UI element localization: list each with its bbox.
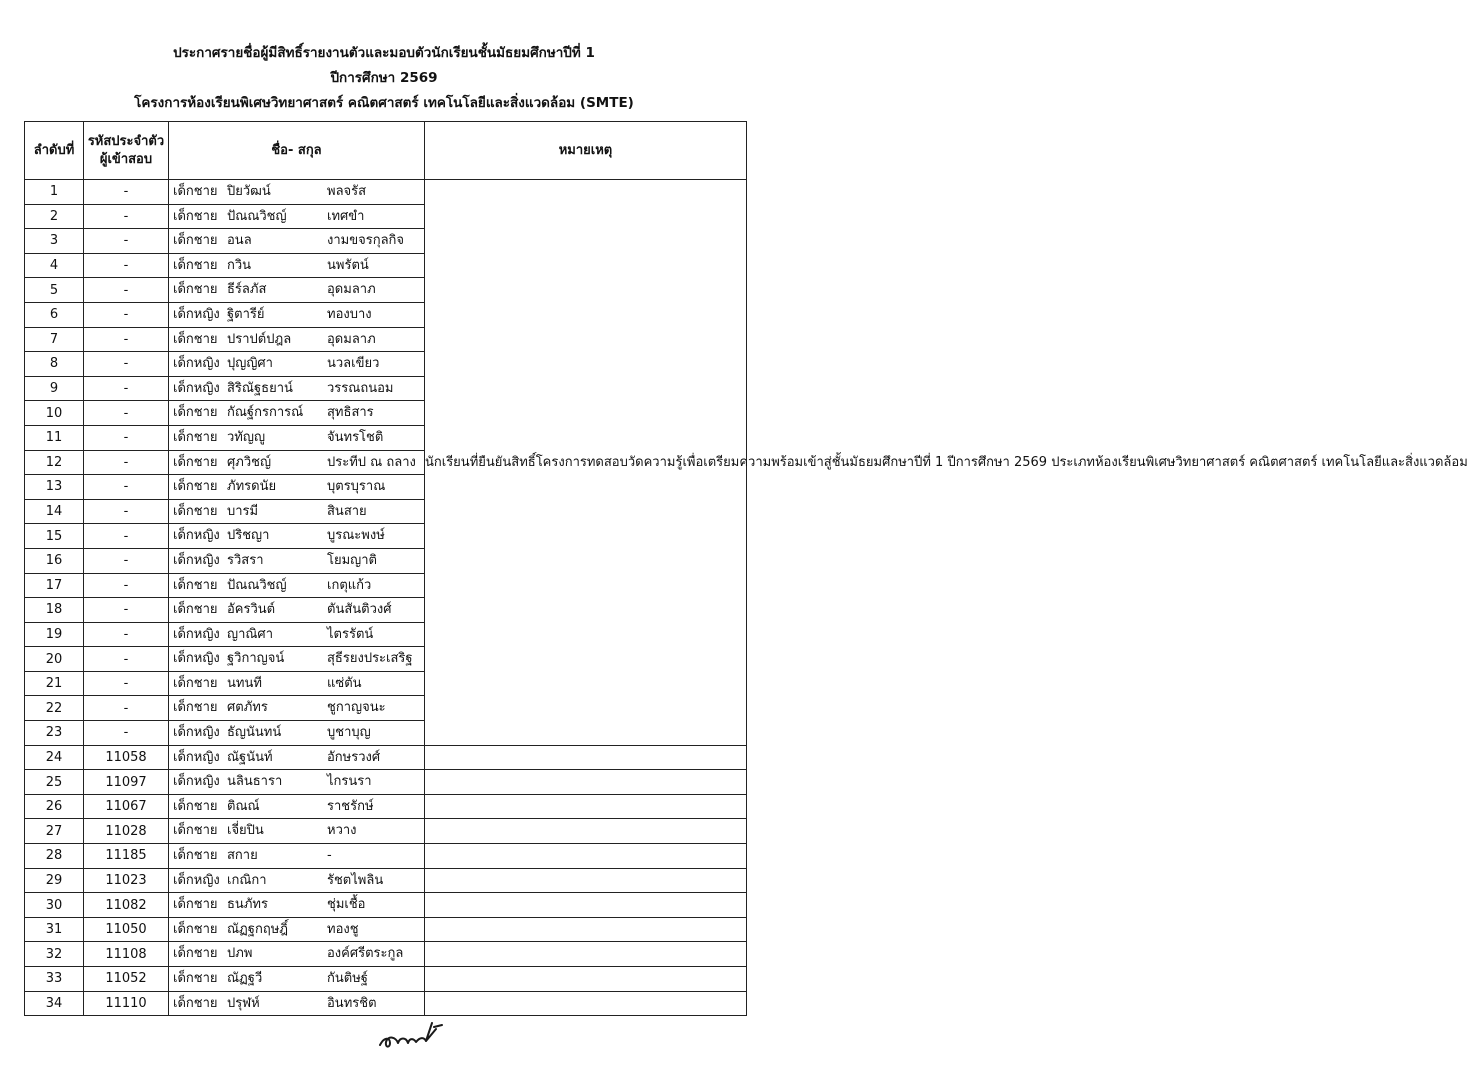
student-name xyxy=(169,450,425,475)
name-title: เด็กชาย xyxy=(173,454,218,470)
name-title: เด็กชาย xyxy=(173,282,218,298)
remark-cell xyxy=(425,819,747,844)
col-header-code xyxy=(84,122,169,180)
col-header-code-line1: รหัสประจำตัว xyxy=(87,133,165,149)
student-name xyxy=(169,622,425,647)
first-name: ธนภัทร xyxy=(227,897,268,913)
last-name: นวลเขียว xyxy=(327,356,380,372)
name-title: เด็กชาย xyxy=(173,798,218,814)
first-name: อนล xyxy=(227,233,252,249)
last-name: ไกรนรา xyxy=(327,774,372,790)
row-number: 21 xyxy=(25,671,84,696)
first-name: ศุภวิชญ์ xyxy=(227,454,272,470)
exam-code: 11185 xyxy=(84,844,169,869)
name-title: เด็กหญิง xyxy=(173,872,220,888)
name-title: เด็กหญิง xyxy=(173,725,220,741)
last-name: อักษรวงศ์ xyxy=(327,749,381,765)
remark-cell xyxy=(425,917,747,942)
remark-cell xyxy=(425,794,747,819)
student-name xyxy=(169,721,425,746)
table-row xyxy=(25,991,747,1016)
remark-cell xyxy=(425,868,747,893)
name-title: เด็กหญิง xyxy=(173,552,220,568)
student-name xyxy=(169,745,425,770)
first-name: ณัฐนันท์ xyxy=(227,749,273,765)
first-name: รวิสรา xyxy=(227,552,264,568)
exam-code: - xyxy=(84,302,169,327)
exam-code: - xyxy=(84,253,169,278)
row-number: 19 xyxy=(25,622,84,647)
last-name: - xyxy=(327,848,332,864)
student-name xyxy=(169,696,425,721)
first-name: ปุญญิศา xyxy=(227,356,273,372)
last-name: องค์ศรีตระกูล xyxy=(327,946,404,962)
name-title: เด็กหญิง xyxy=(173,626,220,642)
last-name: รัชตไพลิน xyxy=(327,872,384,888)
student-name xyxy=(169,401,425,426)
row-number: 4 xyxy=(25,253,84,278)
last-name: โยมญาติ xyxy=(327,552,377,568)
row-number: 16 xyxy=(25,548,84,573)
last-name: กันติษฐ์ xyxy=(327,971,368,986)
student-name xyxy=(169,598,425,623)
exam-code: 11023 xyxy=(84,868,169,893)
first-name: ติณณ์ xyxy=(227,798,260,814)
last-name: ประทีป ณ ถลาง xyxy=(327,454,416,470)
first-name: นลินธารา xyxy=(227,774,283,790)
first-name: ภัทรดนัย xyxy=(227,479,277,495)
table-header-row xyxy=(25,122,747,180)
student-name xyxy=(169,917,425,942)
student-name xyxy=(169,942,425,967)
row-number: 13 xyxy=(25,475,84,500)
table-row xyxy=(25,180,747,205)
remark-note: นักเรียนที่ยืนยันสิทธิ์โครงการทดสอบวัดความรู้เพื่อเตรียมความพร้อมเข้าสู่ชั้นมัธยมศึกษาปีที่ 1 ปีการศึกษา 2569 ประเภทห้องเรียนพิเศษวิทยาศาสตร์ คณิตศาสตร์ เทคโนโลยีและสิ่งแวดล้อม xyxy=(425,180,747,746)
last-name: ไตรรัตน์ xyxy=(327,626,374,642)
student-name xyxy=(169,819,425,844)
row-number: 6 xyxy=(25,302,84,327)
row-number: 11 xyxy=(25,425,84,450)
row-number: 25 xyxy=(25,770,84,795)
last-name: สุทธิสาร xyxy=(327,405,374,421)
row-number: 18 xyxy=(25,598,84,623)
row-number: 26 xyxy=(25,794,84,819)
last-name: นพรัตน์ xyxy=(327,257,369,273)
exam-code: - xyxy=(84,475,169,500)
student-name xyxy=(169,967,425,992)
student-name xyxy=(169,352,425,377)
exam-code: 11108 xyxy=(84,942,169,967)
remark-cell xyxy=(425,745,747,770)
row-number: 28 xyxy=(25,844,84,869)
exam-code: 11052 xyxy=(84,967,169,992)
student-name xyxy=(169,180,425,205)
exam-code: - xyxy=(84,180,169,205)
row-number: 2 xyxy=(25,204,84,229)
first-name: ฐิตารีย์ xyxy=(227,306,265,322)
row-number: 5 xyxy=(25,278,84,303)
col-header-name: ชื่อ- สกุล xyxy=(169,122,425,180)
first-name: ปัณณวิชญ์ xyxy=(227,577,287,593)
student-name xyxy=(169,278,425,303)
row-number: 17 xyxy=(25,573,84,598)
name-title: เด็กชาย xyxy=(173,577,218,593)
name-title: เด็กหญิง xyxy=(173,356,220,372)
last-name: เกตุแก้ว xyxy=(327,577,372,593)
last-name: ชูกาญจนะ xyxy=(327,700,386,716)
name-title: เด็กชาย xyxy=(173,602,218,618)
exam-code: - xyxy=(84,204,169,229)
remark-cell xyxy=(425,942,747,967)
row-number: 15 xyxy=(25,524,84,549)
name-title: เด็กชาย xyxy=(173,429,218,445)
row-number: 22 xyxy=(25,696,84,721)
name-title: เด็กหญิง xyxy=(173,528,220,544)
row-number: 29 xyxy=(25,868,84,893)
name-title: เด็กชาย xyxy=(173,848,218,864)
last-name: ชุ่มเชื้อ xyxy=(327,897,366,913)
remark-cell xyxy=(425,844,747,869)
exam-code: 11050 xyxy=(84,917,169,942)
first-name: วทัญญู xyxy=(227,429,266,445)
last-name: แซ่ตัน xyxy=(327,675,362,691)
row-number: 7 xyxy=(25,327,84,352)
student-table xyxy=(24,121,1468,1016)
first-name: บารมี xyxy=(227,503,259,519)
name-title: เด็กชาย xyxy=(173,479,218,495)
first-name: ธีร์ลภัส xyxy=(227,282,267,298)
first-name: ปราปต์ปฎล xyxy=(227,331,292,347)
row-number: 30 xyxy=(25,893,84,918)
student-name xyxy=(169,302,425,327)
student-name xyxy=(169,647,425,672)
table-row xyxy=(25,868,747,893)
table-row xyxy=(25,917,747,942)
last-name: อินทรชิต xyxy=(327,995,377,1011)
name-title: เด็กชาย xyxy=(173,921,218,937)
academic-year: ปีการศึกษา 2569 xyxy=(330,70,438,86)
name-title: เด็กชาย xyxy=(173,405,218,421)
exam-code: - xyxy=(84,401,169,426)
name-title: เด็กชาย xyxy=(173,823,218,839)
exam-code: - xyxy=(84,548,169,573)
exam-code: 11058 xyxy=(84,745,169,770)
exam-code: - xyxy=(84,352,169,377)
name-title: เด็กชาย xyxy=(173,946,218,962)
last-name: ตันสันติวงศ์ xyxy=(327,602,392,618)
exam-code: - xyxy=(84,229,169,254)
table-row xyxy=(25,893,747,918)
student-name xyxy=(169,475,425,500)
name-title: เด็กหญิง xyxy=(173,774,220,790)
row-number: 32 xyxy=(25,942,84,967)
exam-code: - xyxy=(84,450,169,475)
name-title: เด็กชาย xyxy=(173,971,218,986)
exam-code: - xyxy=(84,696,169,721)
table-row xyxy=(25,844,747,869)
name-title: เด็กชาย xyxy=(173,233,218,249)
exam-code: - xyxy=(84,573,169,598)
student-name xyxy=(169,671,425,696)
name-title: เด็กชาย xyxy=(173,995,218,1011)
first-name: สกาย xyxy=(227,848,258,864)
row-number: 33 xyxy=(25,967,84,992)
name-title: เด็กหญิง xyxy=(173,651,220,667)
row-number: 23 xyxy=(25,721,84,746)
last-name: วรรณถนอม xyxy=(327,380,394,396)
last-name: บูรณะพงษ์ xyxy=(327,528,385,544)
row-number: 9 xyxy=(25,376,84,401)
student-name xyxy=(169,425,425,450)
exam-code: - xyxy=(84,499,169,524)
exam-code: - xyxy=(84,278,169,303)
last-name: สินสาย xyxy=(327,503,367,519)
last-name: อุดมลาภ xyxy=(327,331,376,347)
first-name: อัครวินต์ xyxy=(227,602,276,618)
first-name: กัณฐ์กรการณ์ xyxy=(227,405,304,421)
col-header-code-line2: ผู้เข้าสอบ xyxy=(99,151,153,167)
student-name xyxy=(169,844,425,869)
last-name: เทศขำ xyxy=(327,208,365,224)
first-name: สิริณัฐธยาน์ xyxy=(227,380,293,396)
remark-cell xyxy=(425,991,747,1016)
last-name: จันทรโชติ xyxy=(327,429,384,445)
first-name: ปภพ xyxy=(227,946,253,962)
first-name: ธัญนันทน์ xyxy=(227,725,282,741)
student-name xyxy=(169,376,425,401)
first-name: เจี่ยปิน xyxy=(227,823,264,839)
exam-code: - xyxy=(84,376,169,401)
name-title: เด็กชาย xyxy=(173,675,218,691)
student-name xyxy=(169,229,425,254)
row-number: 8 xyxy=(25,352,84,377)
exam-code: 11067 xyxy=(84,794,169,819)
last-name: บุตรบุราณ xyxy=(327,479,386,495)
first-name: ญาณิศา xyxy=(227,626,273,642)
exam-code: 11082 xyxy=(84,893,169,918)
document-title: ประกาศรายชื่อผู้มีสิทธิ์รายงานตัวและมอบตัวนักเรียนชั้นมัธยมศึกษาปีที่ 1 xyxy=(173,45,595,61)
student-name xyxy=(169,204,425,229)
first-name: ปิยวัฒน์ xyxy=(227,184,271,199)
first-name: ปัณณวิชญ์ xyxy=(227,208,287,224)
first-name: เกณิกา xyxy=(227,872,267,888)
student-name xyxy=(169,893,425,918)
exam-code: - xyxy=(84,524,169,549)
exam-code: - xyxy=(84,425,169,450)
name-title: เด็กชาย xyxy=(173,503,218,519)
row-number: 12 xyxy=(25,450,84,475)
name-title: เด็กหญิง xyxy=(173,749,220,765)
name-title: เด็กหญิง xyxy=(173,380,220,396)
first-name: ณัฏฐวี xyxy=(227,971,263,986)
student-name xyxy=(169,499,425,524)
name-title: เด็กชาย xyxy=(173,208,218,224)
exam-code: - xyxy=(84,647,169,672)
student-name xyxy=(169,327,425,352)
exam-code: 11097 xyxy=(84,770,169,795)
last-name: บูชาบุญ xyxy=(327,725,371,741)
table-row xyxy=(25,770,747,795)
first-name: ณัฏฐกฤษฎิ์ xyxy=(227,921,289,937)
name-title: เด็กชาย xyxy=(173,257,218,273)
last-name: งามขจรกุลกิจ xyxy=(327,233,405,249)
first-name: กวิน xyxy=(227,257,252,273)
name-title: เด็กชาย xyxy=(173,331,218,347)
exam-code: 11110 xyxy=(84,991,169,1016)
last-name: ทองชู xyxy=(327,921,359,937)
table-row xyxy=(25,745,747,770)
last-name: หวาง xyxy=(327,823,357,839)
exam-code: - xyxy=(84,671,169,696)
last-name: พลจรัส xyxy=(327,184,367,199)
name-title: เด็กหญิง xyxy=(173,306,220,322)
last-name: อุดมลาภ xyxy=(327,282,376,298)
remark-cell xyxy=(425,770,747,795)
col-header-remark: หมายเหตุ xyxy=(425,122,747,180)
exam-code: - xyxy=(84,327,169,352)
program-name: โครงการห้องเรียนพิเศษวิทยาศาสตร์ คณิตศาสตร์ เทคโนโลยีและสิ่งแวดล้อม (SMTE) xyxy=(134,95,634,111)
student-name xyxy=(169,794,425,819)
row-number: 27 xyxy=(25,819,84,844)
row-number: 10 xyxy=(25,401,84,426)
row-number: 20 xyxy=(25,647,84,672)
row-number: 3 xyxy=(25,229,84,254)
name-title: เด็กชาย xyxy=(173,184,218,199)
table-row xyxy=(25,819,747,844)
student-name xyxy=(169,253,425,278)
exam-code: - xyxy=(84,721,169,746)
table-row xyxy=(25,942,747,967)
table-body xyxy=(25,180,1468,1016)
signature-mark xyxy=(376,1015,450,1051)
row-number: 24 xyxy=(25,745,84,770)
row-number: 1 xyxy=(25,180,84,205)
exam-code: - xyxy=(84,622,169,647)
col-header-no: ลำดับที่ xyxy=(25,122,84,180)
exam-code: - xyxy=(84,598,169,623)
last-name: ทองบาง xyxy=(327,306,372,322)
first-name: ศตภัทร xyxy=(227,700,268,716)
remark-cell xyxy=(425,893,747,918)
student-name xyxy=(169,548,425,573)
student-name xyxy=(169,991,425,1016)
first-name: ปรุฬห์ xyxy=(227,995,260,1011)
student-name xyxy=(169,770,425,795)
exam-code: 11028 xyxy=(84,819,169,844)
table-row xyxy=(25,794,747,819)
remark-cell xyxy=(425,967,747,992)
table-row xyxy=(25,967,747,992)
name-title: เด็กชาย xyxy=(173,700,218,716)
first-name: ฐวิกาญจน์ xyxy=(227,651,285,667)
row-number: 34 xyxy=(25,991,84,1016)
last-name: สุธีรยงประเสริฐ xyxy=(327,651,413,667)
student-name xyxy=(169,573,425,598)
row-number: 31 xyxy=(25,917,84,942)
name-title: เด็กชาย xyxy=(173,897,218,913)
student-name xyxy=(169,524,425,549)
last-name: ราชรักษ์ xyxy=(327,798,374,814)
first-name: ปริชญา xyxy=(227,528,270,544)
student-name xyxy=(169,868,425,893)
first-name: นทนที xyxy=(227,675,262,691)
row-number: 14 xyxy=(25,499,84,524)
